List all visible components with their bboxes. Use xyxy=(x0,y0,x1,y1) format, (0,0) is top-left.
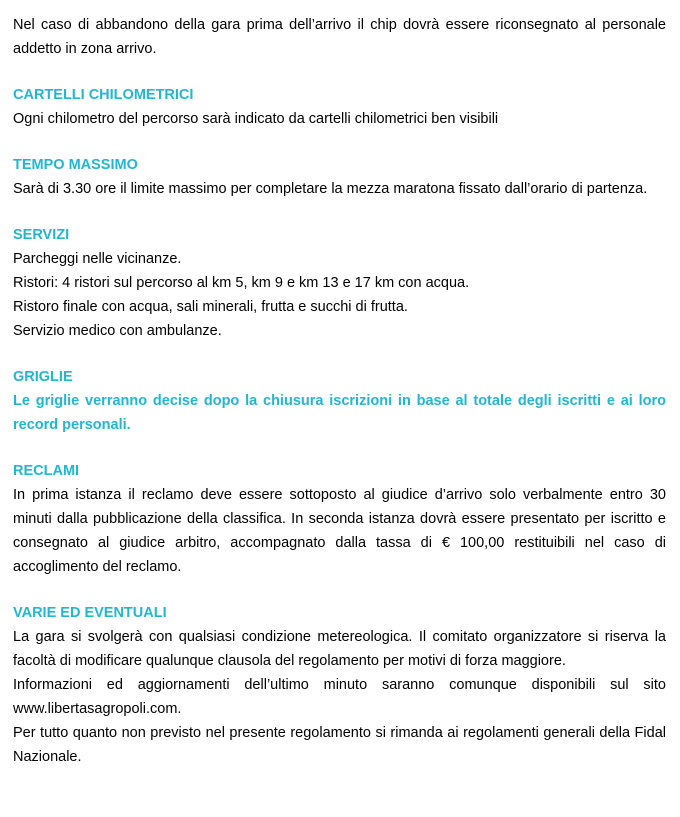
reclami-text: In prima istanza il reclamo deve essere sottoposto al giudice d’arrivo solo verbalmente entro 30 minuti dalla pubblicazione della classifica. In seconda istanza dovrà essere presentato per iscritto e consegnato al giudice arbitro, accompagnato dalla tassa di € 100,00 restituibili nel caso di accoglimento del reclamo. xyxy=(13,487,666,575)
section-varie xyxy=(13,601,666,769)
section-heading-servizi: SERVIZI xyxy=(13,227,70,243)
section-heading-griglie: GRIGLIE xyxy=(13,369,73,385)
section-griglie xyxy=(13,365,666,437)
section-heading-tempo-massimo: TEMPO MASSIMO xyxy=(13,157,138,173)
section-tempo-massimo xyxy=(13,153,666,201)
varie-paragraph-fidal: Per tutto quanto non previsto nel presente regolamento si rimanda ai regolamenti generali della Fidal Nazionale. xyxy=(13,725,666,765)
section-gap xyxy=(13,437,666,459)
griglie-text: Le griglie verranno decise dopo la chiusura iscrizioni in base al totale degli iscritti e ai loro record personali. xyxy=(13,393,666,433)
section-gap xyxy=(13,343,666,365)
regulation-document xyxy=(13,13,666,769)
section-heading-varie: VARIE ED EVENTUALI xyxy=(13,605,167,621)
servizi-line-parcheggi: Parcheggi nelle vicinanze. xyxy=(13,251,182,267)
section-servizi xyxy=(13,223,666,343)
varie-paragraph-meteo: La gara si svolgerà con qualsiasi condizione metereologica. Il comitato organizzatore si riserva la facoltà di modificare qualunque clausola del regolamento per motivi di forza maggiore. xyxy=(13,629,666,669)
servizi-line-ristori: Ristori: 4 ristori sul percorso al km 5, km 9 e km 13 e 17 km con acqua. xyxy=(13,275,470,291)
tempo-massimo-text: Sarà di 3.30 ore il limite massimo per completare la mezza maratona fissato dall’orario di partenza. xyxy=(13,181,648,197)
section-gap xyxy=(13,201,666,223)
section-reclami xyxy=(13,459,666,579)
section-gap xyxy=(13,61,666,83)
section-gap xyxy=(13,131,666,153)
varie-paragraph-informazioni: Informazioni ed aggiornamenti dell’ultimo minuto saranno comunque disponibili sul sito www.libertasagropoli.com. xyxy=(13,677,666,717)
servizi-line-ristoro-finale: Ristoro finale con acqua, sali minerali, frutta e succhi di frutta. xyxy=(13,299,408,315)
section-heading-cartelli: CARTELLI CHILOMETRICI xyxy=(13,87,194,103)
intro-paragraph: Nel caso di abbandono della gara prima dell’arrivo il chip dovrà essere riconsegnato al personale addetto in zona arrivo. xyxy=(13,17,666,57)
section-cartelli xyxy=(13,83,666,131)
servizi-line-servizio-medico: Servizio medico con ambulanze. xyxy=(13,323,222,339)
section-gap xyxy=(13,579,666,601)
section-heading-reclami: RECLAMI xyxy=(13,463,80,479)
cartelli-text: Ogni chilometro del percorso sarà indicato da cartelli chilometrici ben visibili xyxy=(13,111,499,127)
